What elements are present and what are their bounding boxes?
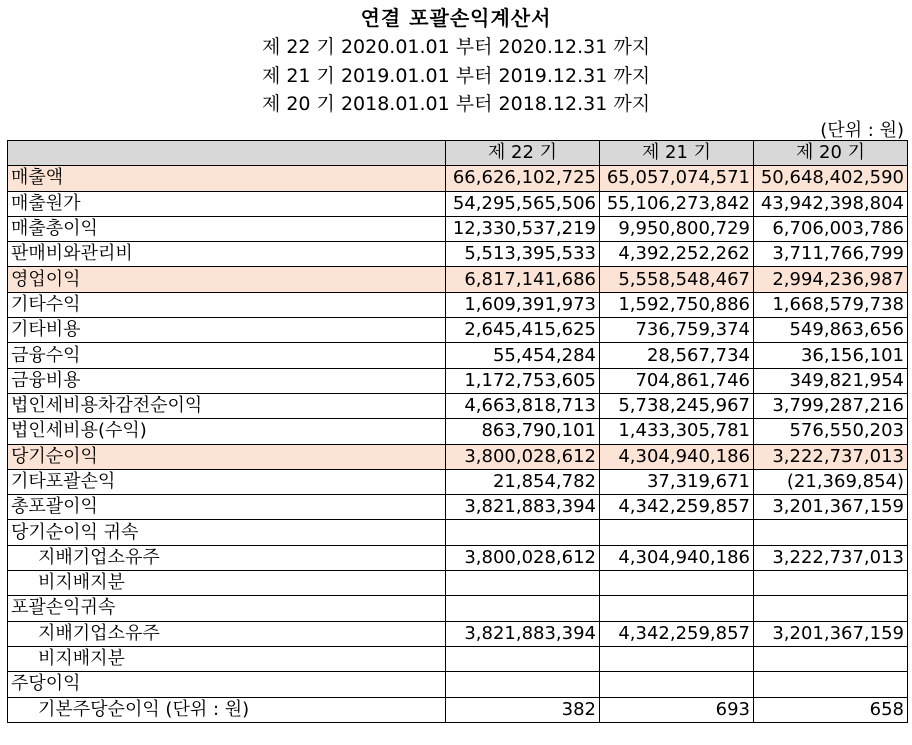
row-value-period-22: 3,821,883,394 bbox=[446, 621, 600, 646]
row-value-period-20: 43,942,398,804 bbox=[754, 191, 908, 216]
row-value-period-22 bbox=[446, 520, 600, 545]
table-row bbox=[8, 292, 908, 317]
row-value-period-20: 3,201,367,159 bbox=[754, 621, 908, 646]
row-value-period-20: 3,222,737,013 bbox=[754, 545, 908, 570]
row-value-period-20: 2,994,236,987 bbox=[754, 267, 908, 292]
row-value-period-20: 1,668,579,738 bbox=[754, 292, 908, 317]
table-row bbox=[8, 368, 908, 393]
table-row bbox=[8, 444, 908, 469]
table-row bbox=[8, 571, 908, 596]
row-value-period-20: 6,706,003,786 bbox=[754, 216, 908, 241]
table-row bbox=[8, 596, 908, 621]
row-value-period-21: 736,759,374 bbox=[600, 318, 754, 343]
row-value-period-20 bbox=[754, 520, 908, 545]
table-row bbox=[8, 318, 908, 343]
row-value-period-22: 55,454,284 bbox=[446, 343, 600, 368]
row-value-period-22: 54,295,565,506 bbox=[446, 191, 600, 216]
table-row bbox=[8, 166, 908, 191]
table-row bbox=[8, 621, 908, 646]
table-row bbox=[8, 419, 908, 444]
table-header-row bbox=[8, 141, 908, 166]
row-value-period-22 bbox=[446, 646, 600, 671]
row-label: 금융수익 bbox=[8, 343, 446, 368]
table-row bbox=[8, 646, 908, 671]
row-value-period-21: 1,592,750,886 bbox=[600, 292, 754, 317]
row-value-period-21 bbox=[600, 672, 754, 697]
row-label: 기타비용 bbox=[8, 318, 446, 343]
table-row bbox=[8, 520, 908, 545]
row-value-period-21: 28,567,734 bbox=[600, 343, 754, 368]
row-value-period-21: 65,057,074,571 bbox=[600, 166, 754, 191]
table-row bbox=[8, 697, 908, 722]
row-label: 당기순이익 bbox=[8, 444, 446, 469]
header-cell-period-22: 제 22 기 bbox=[446, 141, 600, 166]
row-label: 법인세비용(수익) bbox=[8, 419, 446, 444]
row-value-period-22 bbox=[446, 596, 600, 621]
row-value-period-21 bbox=[600, 596, 754, 621]
period-line-21: 제 21 기 2019.01.01 부터 2019.12.31 까지 bbox=[261, 65, 651, 87]
row-value-period-20: 50,648,402,590 bbox=[754, 166, 908, 191]
row-label: 기본주당순이익 (단위 : 원) bbox=[8, 697, 446, 722]
row-label: 기타포괄손익 bbox=[8, 469, 446, 494]
header-cell-period-21: 제 21 기 bbox=[600, 141, 754, 166]
income-statement-table bbox=[7, 140, 908, 723]
unit-label: (단위 : 원) bbox=[820, 120, 904, 141]
row-value-period-20: 3,222,737,013 bbox=[754, 444, 908, 469]
period-line-22: 제 22 기 2020.01.01 부터 2020.12.31 까지 bbox=[261, 36, 651, 58]
row-value-period-21 bbox=[600, 646, 754, 671]
row-label: 금융비용 bbox=[8, 368, 446, 393]
row-label: 비지배지분 bbox=[8, 646, 446, 671]
row-value-period-22: 863,790,101 bbox=[446, 419, 600, 444]
row-value-period-21: 4,304,940,186 bbox=[600, 545, 754, 570]
row-value-period-20: 36,156,101 bbox=[754, 343, 908, 368]
row-value-period-20: 349,821,954 bbox=[754, 368, 908, 393]
row-value-period-21 bbox=[600, 520, 754, 545]
row-value-period-21: 693 bbox=[600, 697, 754, 722]
row-value-period-21: 9,950,800,729 bbox=[600, 216, 754, 241]
row-value-period-21: 5,738,245,967 bbox=[600, 393, 754, 418]
row-value-period-21: 55,106,273,842 bbox=[600, 191, 754, 216]
row-value-period-20: 576,550,203 bbox=[754, 419, 908, 444]
row-value-period-22: 1,609,391,973 bbox=[446, 292, 600, 317]
row-value-period-20 bbox=[754, 672, 908, 697]
row-value-period-21: 704,861,746 bbox=[600, 368, 754, 393]
row-value-period-21: 4,342,259,857 bbox=[600, 495, 754, 520]
row-label: 지배기업소유주 bbox=[8, 621, 446, 646]
row-label: 당기순이익 귀속 bbox=[8, 520, 446, 545]
row-value-period-22: 21,854,782 bbox=[446, 469, 600, 494]
row-value-period-21: 4,342,259,857 bbox=[600, 621, 754, 646]
row-label: 지배기업소유주 bbox=[8, 545, 446, 570]
row-label: 총포괄이익 bbox=[8, 495, 446, 520]
row-value-period-21: 37,319,671 bbox=[600, 469, 754, 494]
row-value-period-21: 4,392,252,262 bbox=[600, 242, 754, 267]
row-value-period-20: 3,799,287,216 bbox=[754, 393, 908, 418]
table-row bbox=[8, 545, 908, 570]
row-value-period-21: 1,433,305,781 bbox=[600, 419, 754, 444]
table-row bbox=[8, 267, 908, 292]
row-value-period-20: 549,863,656 bbox=[754, 318, 908, 343]
row-label: 포괄손익귀속 bbox=[8, 596, 446, 621]
statement-title: 연결 포괄손익계산서 bbox=[360, 6, 552, 30]
row-value-period-22 bbox=[446, 672, 600, 697]
row-value-period-21: 5,558,548,467 bbox=[600, 267, 754, 292]
table-row bbox=[8, 469, 908, 494]
row-value-period-22: 3,821,883,394 bbox=[446, 495, 600, 520]
row-value-period-20 bbox=[754, 596, 908, 621]
row-value-period-20: 3,201,367,159 bbox=[754, 495, 908, 520]
row-label: 매출액 bbox=[8, 166, 446, 191]
row-value-period-21: 4,304,940,186 bbox=[600, 444, 754, 469]
row-value-period-22: 3,800,028,612 bbox=[446, 545, 600, 570]
row-value-period-22: 6,817,141,686 bbox=[446, 267, 600, 292]
row-label: 매출원가 bbox=[8, 191, 446, 216]
row-label: 판매비와관리비 bbox=[8, 242, 446, 267]
row-value-period-22 bbox=[446, 571, 600, 596]
row-value-period-20: 3,711,766,799 bbox=[754, 242, 908, 267]
table-row bbox=[8, 672, 908, 697]
row-value-period-21 bbox=[600, 571, 754, 596]
row-label: 매출총이익 bbox=[8, 216, 446, 241]
header-cell-period-20: 제 20 기 bbox=[754, 141, 908, 166]
table-row bbox=[8, 393, 908, 418]
row-label: 주당이익 bbox=[8, 672, 446, 697]
table-row bbox=[8, 343, 908, 368]
row-value-period-20: (21,369,854) bbox=[754, 469, 908, 494]
row-value-period-22: 382 bbox=[446, 697, 600, 722]
row-value-period-22: 3,800,028,612 bbox=[446, 444, 600, 469]
row-value-period-22: 12,330,537,219 bbox=[446, 216, 600, 241]
header-cell-account bbox=[8, 141, 446, 166]
table-row bbox=[8, 242, 908, 267]
row-value-period-20 bbox=[754, 646, 908, 671]
table-row bbox=[8, 216, 908, 241]
table-row bbox=[8, 495, 908, 520]
row-label: 기타수익 bbox=[8, 292, 446, 317]
row-label: 비지배지분 bbox=[8, 571, 446, 596]
table-row bbox=[8, 191, 908, 216]
row-value-period-22: 4,663,818,713 bbox=[446, 393, 600, 418]
row-value-period-22: 5,513,395,533 bbox=[446, 242, 600, 267]
row-value-period-20 bbox=[754, 571, 908, 596]
row-value-period-22: 1,172,753,605 bbox=[446, 368, 600, 393]
row-value-period-20: 658 bbox=[754, 697, 908, 722]
row-value-period-22: 2,645,415,625 bbox=[446, 318, 600, 343]
row-label: 영업이익 bbox=[8, 267, 446, 292]
row-label: 법인세비용차감전순이익 bbox=[8, 393, 446, 418]
period-line-20: 제 20 기 2018.01.01 부터 2018.12.31 까지 bbox=[261, 93, 651, 115]
row-value-period-22: 66,626,102,725 bbox=[446, 166, 600, 191]
